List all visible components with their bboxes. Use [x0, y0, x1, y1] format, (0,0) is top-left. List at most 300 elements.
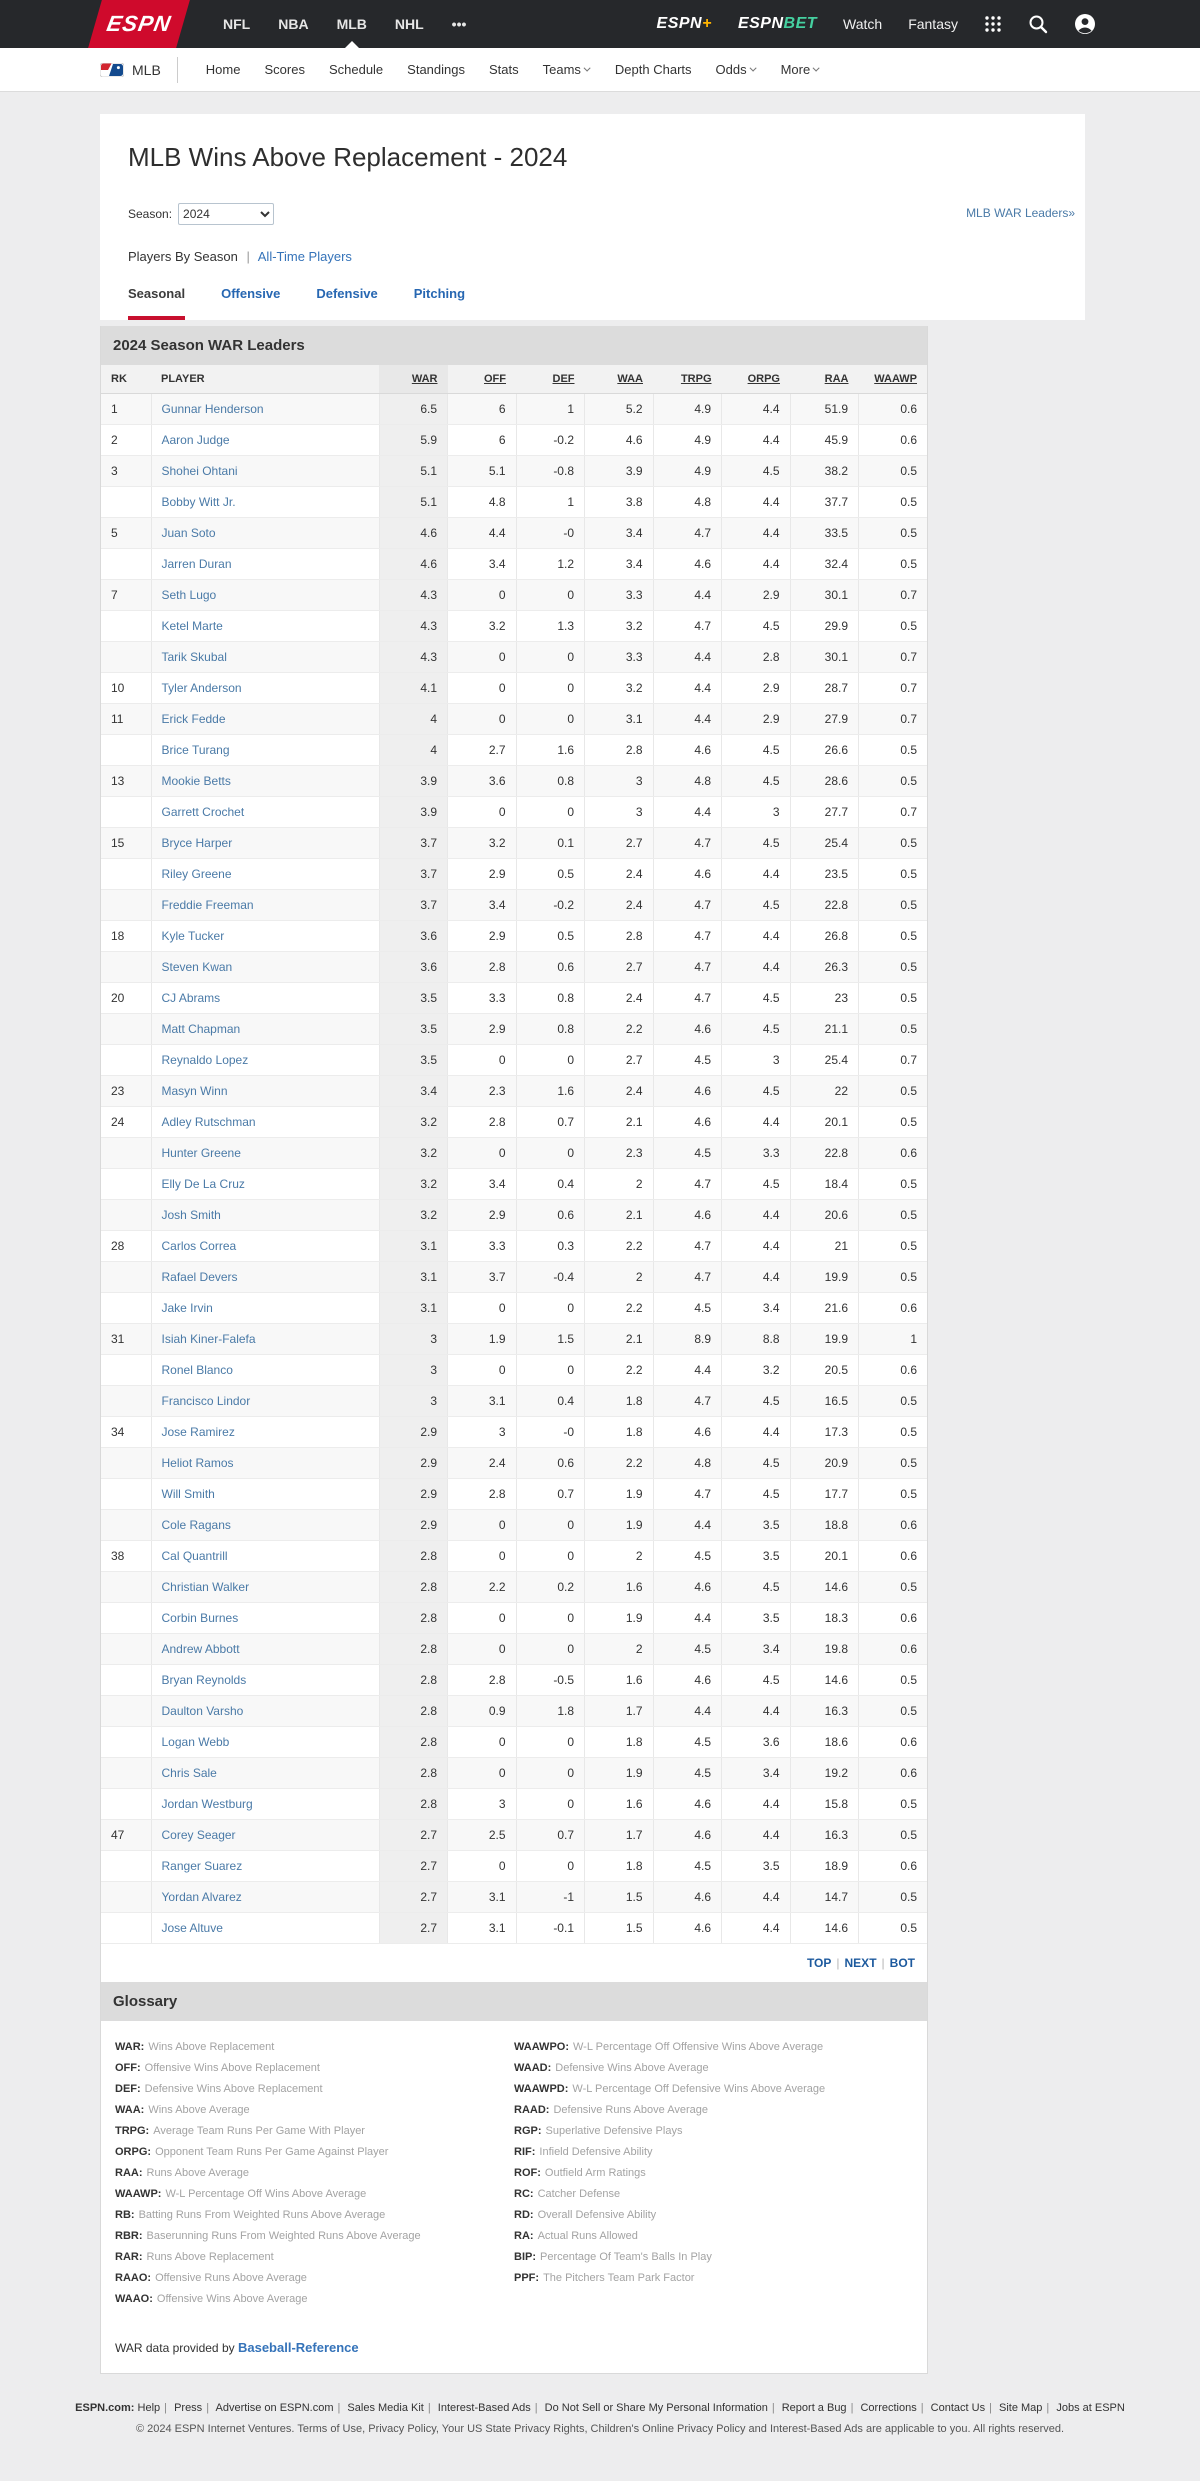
stat-cell: 3.6 — [379, 921, 448, 952]
stat-cell: 0.6 — [859, 1510, 928, 1541]
player-link[interactable]: Juan Soto — [161, 526, 216, 540]
player-cell — [151, 611, 379, 642]
stat-cell: 38.2 — [790, 456, 859, 487]
player-link[interactable]: Chris Sale — [161, 1766, 217, 1780]
stat-cell: 0.6 — [859, 425, 928, 456]
stat-cell: 4.5 — [722, 611, 791, 642]
stat-cell: 22 — [790, 1076, 859, 1107]
footer-separator: | — [534, 2402, 538, 2414]
rank-cell: 20 — [101, 983, 151, 1014]
stat-cell: 3.3 — [448, 1231, 517, 1262]
player-cell — [151, 1107, 379, 1138]
rank-cell — [101, 1293, 151, 1324]
stat-cell: 0.5 — [859, 549, 928, 580]
glossary-term — [115, 2163, 514, 2184]
espn-bet-logo[interactable]: ESPNBET — [737, 15, 818, 32]
stat-cell: 2.8 — [379, 1541, 448, 1572]
stat-cell: 4.8 — [653, 766, 722, 797]
stat-cell: 4.8 — [653, 1448, 722, 1479]
rank-cell: 11 — [101, 704, 151, 735]
player-cell — [151, 673, 379, 704]
footer-link[interactable]: Site Map — [999, 2402, 1043, 2414]
stat-cell: 4.3 — [379, 580, 448, 611]
footer-separator: | — [920, 2402, 924, 2414]
stat-cell: 0.6 — [859, 1355, 928, 1386]
table-row — [101, 1138, 927, 1169]
player-link[interactable]: Bryan Reynolds — [161, 1673, 247, 1687]
table-row — [101, 921, 927, 952]
player-link[interactable]: Reynaldo Lopez — [161, 1053, 249, 1067]
top-nav-•••[interactable]: ••• — [451, 16, 467, 32]
stat-cell: 1.6 — [516, 735, 585, 766]
stat-cell: 3.2 — [585, 673, 654, 704]
player-link[interactable]: Josh Smith — [161, 1208, 221, 1222]
tab-defensive[interactable]: Defensive — [316, 286, 378, 301]
stat-cell: 18.4 — [790, 1169, 859, 1200]
stat-cell: 3.5 — [722, 1541, 791, 1572]
stat-cell: 2.8 — [448, 1479, 517, 1510]
player-link[interactable]: Isiah Kiner-Falefa — [161, 1332, 256, 1346]
stat-cell: 6 — [448, 394, 517, 425]
stat-cell: -0.2 — [516, 890, 585, 921]
stat-cell: 16.3 — [790, 1820, 859, 1851]
player-link[interactable]: Francisco Lindor — [161, 1394, 251, 1408]
rank-cell: 1 — [101, 394, 151, 425]
player-cell — [151, 1882, 379, 1913]
rank-cell — [101, 1169, 151, 1200]
stat-cell: 1.9 — [585, 1479, 654, 1510]
stat-cell: 3.3 — [448, 983, 517, 1014]
glossary-desc: Actual Runs Allowed — [537, 2230, 638, 2242]
stat-cell: 4.8 — [653, 487, 722, 518]
table-row — [101, 394, 927, 425]
glossary-desc: Runs Above Average — [146, 2167, 250, 2179]
glossary-desc: W-L Percentage Off Defensive Wins Above Average — [572, 2083, 826, 2095]
espn-plus-logo[interactable]: ESPN+ — [656, 15, 712, 32]
glossary-abbr: RA: — [514, 2230, 534, 2242]
stat-cell: 0.5 — [859, 518, 928, 549]
stat-cell: 0.7 — [859, 797, 928, 828]
player-link[interactable]: Bobby Witt Jr. — [161, 495, 236, 509]
espn-logo-text: ESPN — [104, 11, 174, 36]
glossary-abbr: RB: — [115, 2209, 135, 2221]
table-row — [101, 952, 927, 983]
stat-cell: 0.7 — [859, 1045, 928, 1076]
stat-cell: 1 — [516, 394, 585, 425]
subnav-item-odds[interactable]: Odds — [704, 62, 769, 77]
stat-cell: 4.7 — [653, 828, 722, 859]
footer-link[interactable]: Contact Us — [930, 2402, 986, 2414]
stat-cell: 3.6 — [448, 766, 517, 797]
stat-cell: 3.9 — [585, 456, 654, 487]
subnav-item-scores[interactable]: Scores — [264, 62, 305, 77]
glossary-term — [115, 2268, 514, 2289]
stat-cell: 3.1 — [448, 1386, 517, 1417]
stat-cell: 2.4 — [585, 983, 654, 1014]
stat-cell: 0.5 — [859, 735, 928, 766]
rank-cell: 3 — [101, 456, 151, 487]
stat-cell: 0 — [516, 1541, 585, 1572]
table-row — [101, 1727, 927, 1758]
stat-cell: 4.6 — [653, 859, 722, 890]
stat-cell: 3.2 — [448, 611, 517, 642]
glossary-desc: Superlative Defensive Plays — [545, 2125, 683, 2137]
subnav-item-schedule[interactable]: Schedule — [328, 62, 384, 77]
subnav-divider — [177, 57, 178, 83]
baseball-reference-link[interactable]: Baseball-Reference — [237, 2340, 359, 2355]
player-link[interactable]: Rafael Devers — [161, 1270, 238, 1284]
glossary-desc: Defensive Runs Above Average — [553, 2104, 708, 2116]
player-link[interactable]: Logan Webb — [161, 1735, 230, 1749]
player-cell — [151, 1200, 379, 1231]
espn-logo[interactable] — [88, 0, 190, 48]
player-link[interactable]: Brice Turang — [161, 743, 230, 757]
player-link[interactable]: Masyn Winn — [161, 1084, 228, 1098]
stat-cell: 4.6 — [653, 1913, 722, 1944]
player-link[interactable]: Yordan Alvarez — [161, 1890, 242, 1904]
stat-cell: 4.5 — [722, 735, 791, 766]
stat-cell: 22.8 — [790, 890, 859, 921]
footer-link[interactable]: Sales Media Kit — [347, 2402, 424, 2414]
subnav-item-depth-charts[interactable]: Depth Charts — [614, 62, 692, 77]
subnav-items — [194, 62, 832, 77]
player-link[interactable]: Bryce Harper — [161, 836, 233, 850]
top-nav-mlb[interactable]: MLB — [323, 0, 381, 48]
top-nav-nfl[interactable]: NFL — [223, 16, 251, 32]
stat-cell: 4.6 — [653, 549, 722, 580]
player-cell — [151, 456, 379, 487]
stat-cell: 2.1 — [585, 1200, 654, 1231]
stat-cell: 32.4 — [790, 549, 859, 580]
player-link[interactable]: Adley Rutschman — [161, 1115, 256, 1129]
stat-cell: 0.7 — [516, 1479, 585, 1510]
stat-cell: 0.5 — [859, 1076, 928, 1107]
player-cell — [151, 1231, 379, 1262]
column-header-waawp[interactable]: WAAWP — [859, 365, 928, 394]
column-header-off[interactable]: OFF — [448, 365, 517, 394]
table-row — [101, 518, 927, 549]
stat-cell: 4.5 — [653, 1138, 722, 1169]
stat-cell: 4.7 — [653, 921, 722, 952]
stat-cell: 23 — [790, 983, 859, 1014]
glossary-abbr: TRPG: — [115, 2125, 150, 2137]
stat-cell: 18.6 — [790, 1727, 859, 1758]
rank-cell — [101, 859, 151, 890]
stat-cell: 4.4 — [722, 1417, 791, 1448]
search-icon[interactable] — [1028, 14, 1048, 34]
player-link[interactable]: Tyler Anderson — [161, 681, 242, 695]
players-by-season-label: Players By Season — [128, 249, 238, 264]
stat-cell: 5.1 — [379, 456, 448, 487]
player-cell — [151, 704, 379, 735]
rank-cell: 47 — [101, 1820, 151, 1851]
subnav-item-standings[interactable]: Standings — [407, 62, 465, 77]
rank-cell: 28 — [101, 1231, 151, 1262]
tab-seasonal[interactable]: Seasonal — [128, 286, 185, 320]
stat-cell: 2.8 — [379, 1758, 448, 1789]
player-link[interactable]: Christian Walker — [161, 1580, 250, 1594]
player-link[interactable]: Carlos Correa — [161, 1239, 237, 1253]
subnav-item-more[interactable]: More — [769, 62, 833, 77]
table-row — [101, 828, 927, 859]
column-header-trpg[interactable]: TRPG — [653, 365, 722, 394]
stat-cell: 26.3 — [790, 952, 859, 983]
player-cell — [151, 425, 379, 456]
footer-separator: | — [427, 2402, 431, 2414]
stat-cell: 1.8 — [516, 1696, 585, 1727]
stat-cell: 1.5 — [585, 1913, 654, 1944]
stat-cell: 3.5 — [379, 1014, 448, 1045]
footer-link[interactable]: Press — [174, 2402, 203, 2414]
top-nav-nba[interactable]: NBA — [278, 16, 309, 32]
player-cell — [151, 1758, 379, 1789]
player-link[interactable]: Gunnar Henderson — [161, 402, 264, 416]
stat-cell: 0.5 — [859, 952, 928, 983]
stat-cell: 2.7 — [585, 952, 654, 983]
stat-cell: 2 — [585, 1169, 654, 1200]
player-cell — [151, 1541, 379, 1572]
player-link[interactable]: Freddie Freeman — [161, 898, 254, 912]
stat-cell: 4.3 — [379, 611, 448, 642]
stat-cell: 4.7 — [653, 1231, 722, 1262]
stat-cell: 4.6 — [379, 518, 448, 549]
glossary-term — [115, 2121, 514, 2142]
table-row — [101, 1696, 927, 1727]
player-link[interactable]: Mookie Betts — [161, 774, 231, 788]
stat-cell: 3 — [448, 1417, 517, 1448]
table-row — [101, 797, 927, 828]
table-row — [101, 425, 927, 456]
player-link[interactable]: CJ Abrams — [161, 991, 221, 1005]
stat-cell: 45.9 — [790, 425, 859, 456]
player-link[interactable]: Jake Irvin — [161, 1301, 213, 1315]
footer-link[interactable]: Jobs at ESPN — [1056, 2402, 1125, 2414]
glossary-term — [514, 2205, 913, 2226]
stat-cell: 3.1 — [379, 1293, 448, 1324]
column-header-rk[interactable]: RK — [101, 365, 151, 394]
player-link[interactable]: Steven Kwan — [161, 960, 233, 974]
column-header-waa[interactable]: WAA — [585, 365, 654, 394]
player-link[interactable]: Jordan Westburg — [161, 1797, 253, 1811]
player-link[interactable]: Heliot Ramos — [161, 1456, 234, 1470]
stat-cell: 0 — [448, 1758, 517, 1789]
stat-cell: 2.7 — [585, 828, 654, 859]
player-link[interactable]: Cal Quantrill — [161, 1549, 228, 1563]
stat-cell: 0.5 — [859, 1882, 928, 1913]
chevron-down-icon — [749, 65, 756, 72]
player-cell — [151, 1324, 379, 1355]
stat-cell: 8.9 — [653, 1324, 722, 1355]
subnav-item-stats[interactable]: Stats — [489, 62, 519, 77]
stat-cell: 0.5 — [859, 921, 928, 952]
player-link[interactable]: Erick Fedde — [161, 712, 226, 726]
pagination-next-link[interactable]: NEXT — [844, 1956, 877, 1970]
player-link[interactable]: Daulton Varsho — [161, 1704, 244, 1718]
top-nav-nhl[interactable]: NHL — [394, 16, 424, 32]
stat-cell: 1 — [859, 1324, 928, 1355]
glossary-left-column — [115, 2037, 514, 2310]
player-link[interactable]: Hunter Greene — [161, 1146, 241, 1160]
rank-cell — [101, 1851, 151, 1882]
stat-cell: 4.4 — [653, 1603, 722, 1634]
subnav-item-home[interactable]: Home — [205, 62, 241, 77]
stat-cell: 17.7 — [790, 1479, 859, 1510]
glossary-abbr: RAR: — [115, 2251, 143, 2263]
player-link[interactable]: Matt Chapman — [161, 1022, 241, 1036]
player-cell — [151, 766, 379, 797]
stat-cell: 0.7 — [516, 1820, 585, 1851]
player-link[interactable]: Will Smith — [161, 1487, 215, 1501]
stat-cell: -1 — [516, 1882, 585, 1913]
player-cell — [151, 518, 379, 549]
column-header-war[interactable]: WAR — [379, 365, 448, 394]
stat-cell: 2.2 — [585, 1014, 654, 1045]
stat-cell: 4.6 — [653, 1882, 722, 1913]
player-cell — [151, 394, 379, 425]
mlb-war-leaders-link[interactable]: MLB WAR Leaders» — [966, 206, 1075, 220]
glossary-term — [514, 2163, 913, 2184]
stat-cell: 0.5 — [859, 1231, 928, 1262]
player-link[interactable]: Andrew Abbott — [161, 1642, 240, 1656]
stat-cell: 2.8 — [722, 642, 791, 673]
player-cell — [151, 1510, 379, 1541]
player-link[interactable]: Ronel Blanco — [161, 1363, 233, 1377]
stat-cell: -0.8 — [516, 456, 585, 487]
rank-cell — [101, 1603, 151, 1634]
footer-link[interactable]: Advertise on ESPN.com — [215, 2402, 334, 2414]
player-link[interactable]: Garrett Crochet — [161, 805, 245, 819]
stat-cell: 2.8 — [585, 735, 654, 766]
player-link[interactable]: Tarik Skubal — [161, 650, 227, 664]
stat-cell: 0 — [448, 580, 517, 611]
stat-cell: 5.9 — [379, 425, 448, 456]
stat-cell: 0.6 — [516, 1200, 585, 1231]
player-link[interactable]: Ketel Marte — [161, 619, 223, 633]
stat-cell: 2.9 — [379, 1510, 448, 1541]
table-row — [101, 1603, 927, 1634]
stat-cell: 0.5 — [859, 1169, 928, 1200]
stat-cell: 20.6 — [790, 1200, 859, 1231]
table-row — [101, 1820, 927, 1851]
stat-cell: 4.4 — [722, 425, 791, 456]
player-link[interactable]: Jose Ramirez — [161, 1425, 235, 1439]
subnav-item-teams[interactable]: Teams — [531, 62, 603, 77]
glossary-abbr: RAAO: — [115, 2272, 152, 2284]
player-link[interactable]: Kyle Tucker — [161, 929, 225, 943]
stat-cell: 4.6 — [653, 1820, 722, 1851]
table-row — [101, 1107, 927, 1138]
table-row — [101, 1789, 927, 1820]
footer-link[interactable]: Corrections — [860, 2402, 917, 2414]
glossary-desc: W-L Percentage Off Offensive Wins Above Average — [573, 2041, 824, 2053]
glossary-term — [115, 2037, 514, 2058]
player-link[interactable]: Shohei Ohtani — [161, 464, 238, 478]
stat-cell: 3.1 — [448, 1913, 517, 1944]
stat-cell: 2.4 — [585, 859, 654, 890]
player-link[interactable]: Jarren Duran — [161, 557, 232, 571]
player-link[interactable]: Seth Lugo — [161, 588, 217, 602]
stat-cell: 4.4 — [722, 549, 791, 580]
footer-link[interactable]: Interest-Based Ads — [437, 2402, 531, 2414]
table-row — [101, 673, 927, 704]
season-select[interactable] — [178, 203, 274, 225]
stat-cell: 15.8 — [790, 1789, 859, 1820]
stat-cell: 3.8 — [585, 487, 654, 518]
stat-cell: 28.6 — [790, 766, 859, 797]
fantasy-link[interactable]: Fantasy — [908, 16, 958, 32]
pagination-bot-link[interactable]: BOT — [889, 1956, 915, 1970]
league-home-link[interactable] — [100, 62, 161, 78]
stat-cell: 4.4 — [653, 1696, 722, 1727]
player-link[interactable]: Corbin Burnes — [161, 1611, 239, 1625]
glossary-abbr: WAAO: — [115, 2293, 153, 2305]
tab-pitching[interactable]: Pitching — [413, 286, 466, 301]
column-header-def[interactable]: DEF — [516, 365, 585, 394]
player-cell — [151, 983, 379, 1014]
table-row — [101, 1758, 927, 1789]
stat-cell: 0 — [516, 1138, 585, 1169]
stat-cell: 0 — [448, 797, 517, 828]
player-link[interactable]: Jose Altuve — [161, 1921, 223, 1935]
stat-tabs — [100, 286, 1085, 320]
all-time-players-link[interactable]: All-Time Players — [257, 249, 352, 264]
site-footer — [0, 2374, 1200, 2481]
column-header-raa[interactable]: RAA — [790, 365, 859, 394]
pagination-top-link[interactable]: TOP — [806, 1956, 832, 1970]
table-row — [101, 983, 927, 1014]
page-header-card — [100, 114, 1085, 320]
stat-cell: 4.5 — [722, 983, 791, 1014]
stat-cell: 4.4 — [722, 1231, 791, 1262]
stat-cell: 0.7 — [859, 704, 928, 735]
stat-cell: 26.6 — [790, 735, 859, 766]
column-header-orpg[interactable]: ORPG — [722, 365, 791, 394]
player-cell — [151, 1634, 379, 1665]
player-link[interactable]: Elly De La Cruz — [161, 1177, 245, 1191]
apps-grid-icon[interactable] — [984, 15, 1002, 33]
player-link[interactable]: Aaron Judge — [161, 433, 230, 447]
stat-cell: 1.8 — [585, 1417, 654, 1448]
player-link[interactable]: Ranger Suarez — [161, 1859, 243, 1873]
stat-cell: 0 — [516, 642, 585, 673]
stat-cell: 3.5 — [722, 1851, 791, 1882]
provider-text: WAR data provided by — [115, 2341, 235, 2355]
stat-cell: 0 — [516, 580, 585, 611]
rank-cell — [101, 1014, 151, 1045]
glossary-term — [115, 2205, 514, 2226]
footer-links-line — [0, 2402, 1200, 2414]
footer-link[interactable]: Help — [137, 2402, 161, 2414]
profile-icon[interactable] — [1074, 13, 1096, 35]
player-link[interactable]: Corey Seager — [161, 1828, 236, 1842]
player-cell — [151, 1138, 379, 1169]
player-link[interactable]: Cole Ragans — [161, 1518, 231, 1532]
glossary-term — [514, 2184, 913, 2205]
footer-link[interactable]: Report a Bug — [781, 2402, 847, 2414]
column-header-player[interactable]: PLAYER — [151, 365, 379, 394]
footer-link[interactable]: Do Not Sell or Share My Personal Information — [544, 2402, 768, 2414]
pipe-separator: | — [246, 249, 250, 264]
watch-link[interactable]: Watch — [843, 16, 883, 32]
player-link[interactable]: Riley Greene — [161, 867, 232, 881]
player-cell — [151, 1076, 379, 1107]
tab-offensive[interactable]: Offensive — [221, 286, 281, 301]
glossary-term — [115, 2184, 514, 2205]
stat-cell: 3 — [722, 1045, 791, 1076]
player-cell — [151, 487, 379, 518]
table-row — [101, 1076, 927, 1107]
glossary-abbr: RC: — [514, 2188, 534, 2200]
